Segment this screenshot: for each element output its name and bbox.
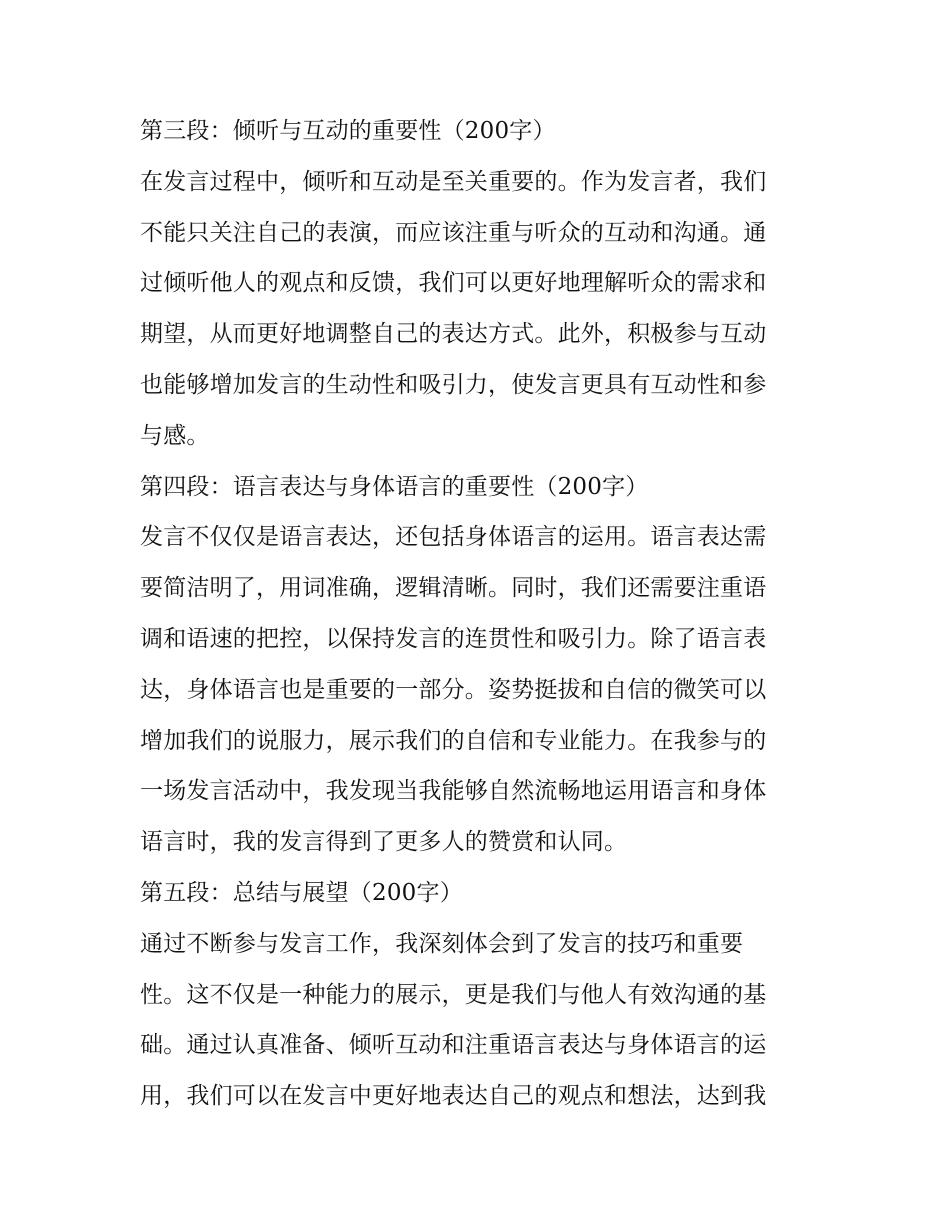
paragraph-line: 不能只关注自己的表演，而应该注重与听众的互动和沟通。通 [140, 219, 767, 246]
section-4-heading: 第四段：语言表达与身体语言的重要性（200字） [140, 473, 649, 500]
paragraph-line: 通过不断参与发言工作，我深刻体会到了发言的技巧和重要 [140, 930, 744, 957]
paragraph-line: 语言时，我的发言得到了更多人的赞赏和认同。 [140, 829, 628, 856]
paragraph-line: 要简洁明了，用词准确，逻辑清晰。同时，我们还需要注重语 [140, 575, 767, 602]
paragraph-line: 础。通过认真准备、倾听互动和注重语言表达与身体语言的运 [140, 1032, 767, 1059]
paragraph-line: 也能够增加发言的生动性和吸引力，使发言更具有互动性和参 [140, 371, 767, 398]
paragraph-line: 增加我们的说服力，展示我们的自信和专业能力。在我参与的 [140, 727, 767, 754]
paragraph-line: 期望，从而更好地调整自己的表达方式。此外，积极参与互动 [140, 321, 767, 348]
paragraph-line: 在发言过程中，倾听和互动是至关重要的。作为发言者，我们 [140, 168, 767, 195]
paragraph-line: 发言不仅仅是语言表达，还包括身体语言的运用。语言表达需 [140, 524, 767, 551]
paragraph-line: 过倾听他人的观点和反馈，我们可以更好地理解听众的需求和 [140, 270, 767, 297]
paragraph-line: 一场发言活动中，我发现当我能够自然流畅地运用语言和身体 [140, 778, 767, 805]
document-page [140, 106, 830, 1122]
paragraph-line: 性。这不仅是一种能力的展示，更是我们与他人有效沟通的基 [140, 981, 767, 1008]
paragraph-line: 达，身体语言也是重要的一部分。姿势挺拔和自信的微笑可以 [140, 676, 767, 703]
paragraph-line: 调和语速的把控，以保持发言的连贯性和吸引力。除了语言表 [140, 625, 767, 652]
section-5-heading: 第五段：总结与展望（200字） [140, 879, 463, 906]
paragraph-line: 与感。 [140, 422, 210, 449]
section-3-heading: 第三段：倾听与互动的重要性（200字） [140, 118, 556, 144]
paragraph-line: 用，我们可以在发言中更好地表达自己的观点和想法，达到我 [140, 1083, 767, 1110]
